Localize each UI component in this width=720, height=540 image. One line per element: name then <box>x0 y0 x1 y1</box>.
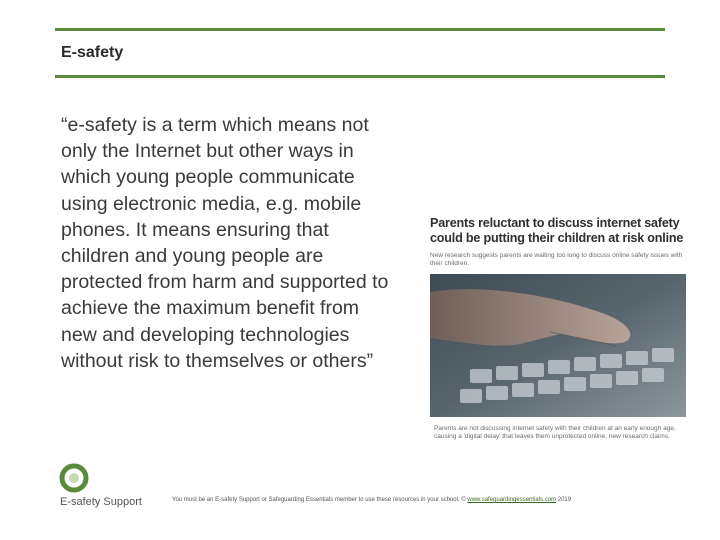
footer-text: You must be an E-safety Support or Safeguarding Essentials member to use these resources in your school. © <box>172 497 468 503</box>
footer-notice <box>172 497 672 503</box>
keyboard-photo <box>430 274 686 417</box>
news-article-clipping <box>430 216 686 441</box>
footer-link[interactable]: www.safeguardingessentials.com <box>467 497 557 503</box>
slide-title: E-safety <box>61 44 124 61</box>
article-standfirst: New research suggests parents are waiting too long to discuss online safety issues with their children. <box>430 252 683 267</box>
definition-quote: “e-safety is a term which means not only the Internet but other ways in which young people communicate using electronic media, e.g. mobile phones. It means ensuring that children and young people are protected from harm and supported to achieve the maximum benefit from new and developing technologies without risk to themselves or others” <box>61 114 389 372</box>
footer-year: 2019 <box>556 497 572 503</box>
article-headline: Parents reluctant to discuss internet safety could be putting their children at risk online <box>430 216 684 245</box>
photo-caption: Parents are not discussing internet safety with their children at an early enough age, causing a 'digital delay' that leaves them unprotected online, new research claims. <box>434 425 676 440</box>
esafety-logo-icon <box>58 462 90 494</box>
title-underline <box>55 75 665 78</box>
logo-wordmark: E-safety Support <box>60 496 142 508</box>
top-rule <box>55 28 665 31</box>
